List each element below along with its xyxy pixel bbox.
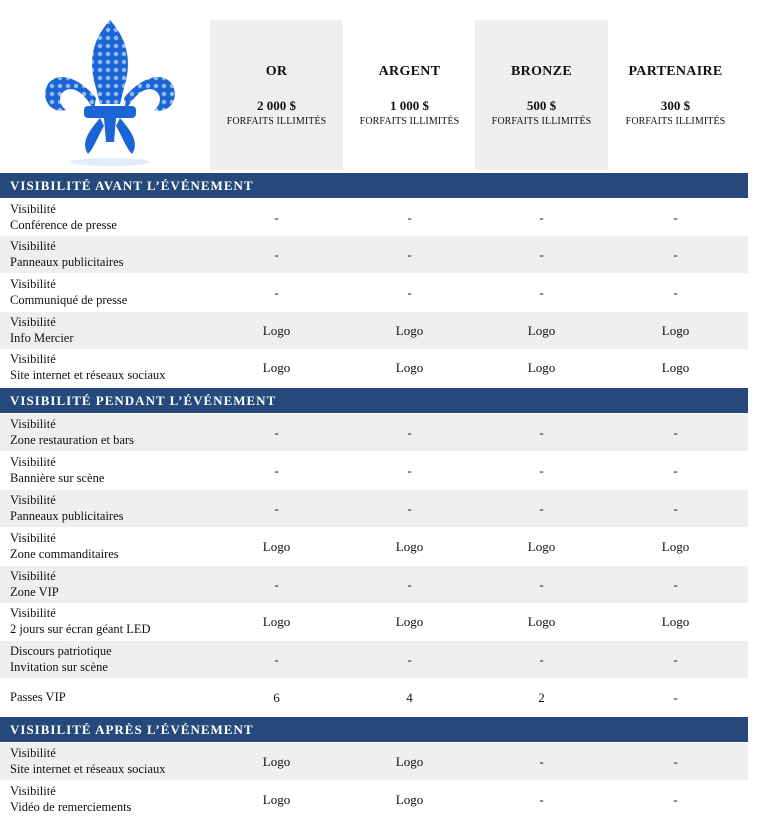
row-label [10,314,74,346]
cell-bronze: - [539,210,544,225]
row-label-line2: Bannière sur scène [10,471,105,485]
row-label-line2: Vidéo de remerciements [10,800,132,814]
row-label-line1: Discours patriotique [10,644,112,658]
row-label-line1: Visibilité [10,606,56,620]
row-label-line2: Panneaux publicitaires [10,255,124,269]
cell-or: Logo [262,792,291,807]
tier-name: PARTENAIRE [628,64,723,79]
cell-bronze: - [539,652,544,667]
cell-bronze: - [539,577,544,592]
cell-bronze: - [539,501,544,516]
cell-or: - [274,210,279,225]
tier-header-or [210,20,343,170]
row-label [10,783,131,815]
cell-partenaire: - [673,690,678,705]
cell-partenaire: - [673,463,678,478]
tier-price: 2 000 $ [257,98,296,113]
tier-name: BRONZE [511,64,572,79]
cell-partenaire: - [673,247,678,262]
cell-argent: - [407,577,412,592]
cell-argent: - [407,463,412,478]
table-row [0,490,748,527]
row-label [10,643,112,675]
cell-argent: - [407,501,412,516]
row-label-line1: Visibilité [10,315,56,329]
tier-header-partenaire [609,20,742,170]
cell-bronze: 2 [538,690,545,705]
cell-argent: Logo [395,754,424,769]
cell-or: - [274,463,279,478]
tier-price: 500 $ [526,98,557,113]
cell-bronze: - [539,463,544,478]
table-row [0,274,748,311]
row-label-line2: Conférence de presse [10,218,117,232]
cell-partenaire: Logo [661,360,690,375]
table-row [0,743,748,780]
cell-or: - [274,425,279,440]
row-label-line1: Visibilité [10,352,56,366]
tier-subtitle: FORFAITS ILLIMITÉS [359,116,460,127]
tier-header-bronze [475,20,608,170]
row-label-line1: Visibilité [10,277,56,291]
row-label [10,530,119,562]
table-row [0,679,748,716]
row-label-line2: Site internet et réseaux sociaux [10,368,166,382]
cell-partenaire: - [673,652,678,667]
tier-price: 300 $ [660,98,691,113]
cell-argent: - [407,652,412,667]
tier-subtitle: FORFAITS ILLIMITÉS [226,116,327,127]
tier-name: ARGENT [378,64,441,79]
cell-partenaire: - [673,577,678,592]
row-label-line2: Info Mercier [10,331,74,345]
cell-argent: 4 [406,690,413,705]
cell-partenaire: Logo [661,539,690,554]
table-row [0,603,748,640]
cell-bronze: - [539,247,544,262]
row-label-line1: Visibilité [10,746,56,760]
cell-or: - [274,652,279,667]
row-label-line2: Zone VIP [10,585,59,599]
row-label [10,568,59,600]
table-row [0,452,748,489]
cell-or: Logo [262,754,291,769]
row-label [10,605,151,637]
cell-bronze: - [539,754,544,769]
row-label-line2: Zone commanditaires [10,547,119,561]
cell-or: - [274,247,279,262]
table-row [0,236,748,273]
cell-argent: Logo [395,323,424,338]
cell-partenaire: - [673,210,678,225]
table-row [0,641,748,678]
row-label-line2: Invitation sur scène [10,660,108,674]
table-row [0,528,748,565]
table-row [0,199,748,236]
cell-bronze: - [539,792,544,807]
section-title: VISIBILITÉ APRÈS L’ÉVÉNEMENT [0,717,748,742]
row-label-line2: Communiqué de presse [10,293,128,307]
cell-bronze: Logo [527,614,556,629]
cell-or: Logo [262,614,291,629]
row-label-line1: Visibilité [10,455,56,469]
cell-bronze: Logo [527,539,556,554]
row-label [10,201,117,233]
row-label-line2: Site internet et réseaux sociaux [10,762,166,776]
row-label [10,454,104,486]
table-row [0,414,748,451]
tier-name: OR [265,64,288,79]
row-label-line1: Visibilité [10,202,56,216]
row-label-line1: Visibilité [10,417,56,431]
row-label-line2: Zone restauration et bars [10,433,134,447]
row-label [10,745,166,777]
cell-partenaire: - [673,792,678,807]
cell-partenaire: - [673,425,678,440]
row-label-line1: Passes VIP [10,690,66,704]
row-label-line1: Visibilité [10,784,56,798]
tier-subtitle: FORFAITS ILLIMITÉS [491,116,592,127]
cell-or: 6 [273,690,280,705]
row-label [10,416,134,448]
tier-header-argent [343,20,476,170]
cell-partenaire: - [673,285,678,300]
cell-partenaire: Logo [661,323,690,338]
cell-or: - [274,285,279,300]
cell-bronze: Logo [527,360,556,375]
cell-bronze: - [539,285,544,300]
row-label [10,689,66,705]
fleur-de-lis-icon [40,18,180,168]
cell-argent: - [407,425,412,440]
row-label [10,492,124,524]
cell-argent: - [407,210,412,225]
cell-bronze: Logo [527,323,556,338]
tier-subtitle: FORFAITS ILLIMITÉS [625,116,726,127]
cell-argent: Logo [395,360,424,375]
row-label [10,276,127,308]
cell-argent: - [407,247,412,262]
cell-or: - [274,501,279,516]
cell-argent: - [407,285,412,300]
cell-argent: Logo [395,539,424,554]
header [0,0,763,170]
tier-price: 1 000 $ [390,98,429,113]
row-label-line1: Visibilité [10,569,56,583]
row-label [10,238,124,270]
table-row [0,349,748,386]
row-label-line1: Visibilité [10,531,56,545]
cell-or: Logo [262,360,291,375]
row-label-line1: Visibilité [10,239,56,253]
cell-bronze: - [539,425,544,440]
table-row [0,781,748,818]
cell-partenaire: - [673,501,678,516]
row-label-line1: Visibilité [10,493,56,507]
row-label [10,351,166,383]
section-title: VISIBILITÉ AVANT L’ÉVÉNEMENT [0,173,748,198]
cell-partenaire: Logo [661,614,690,629]
table-row [0,312,748,349]
cell-argent: Logo [395,614,424,629]
cell-or: Logo [262,539,291,554]
table-row [0,566,748,603]
cell-or: - [274,577,279,592]
row-label-line2: Panneaux publicitaires [10,509,124,523]
cell-or: Logo [262,323,291,338]
cell-argent: Logo [395,792,424,807]
row-label-line2: 2 jours sur écran géant LED [10,622,151,636]
cell-partenaire: - [673,754,678,769]
section-title: VISIBILITÉ PENDANT L’ÉVÉNEMENT [0,388,748,413]
